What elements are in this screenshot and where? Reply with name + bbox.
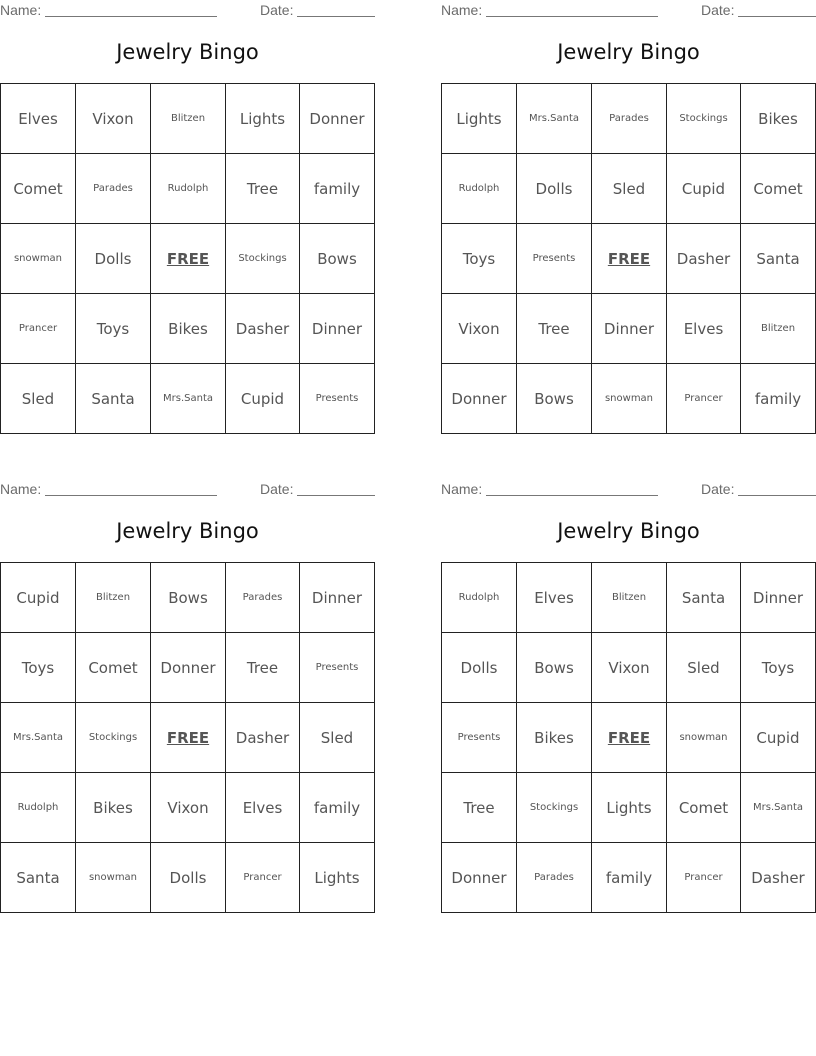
bingo-cell: Donner xyxy=(442,843,517,913)
bingo-cell: Sled xyxy=(300,703,375,773)
bingo-cell: Toys xyxy=(76,294,151,364)
bingo-cell: Santa xyxy=(667,563,741,633)
bingo-cell: Dolls xyxy=(442,633,517,703)
bingo-cell: Bikes xyxy=(517,703,592,773)
date-label: Date: xyxy=(260,481,294,497)
bingo-cell: Presents xyxy=(300,364,375,434)
bingo-cell: Dolls xyxy=(151,843,226,913)
bingo-cell: Lights xyxy=(442,84,517,154)
bingo-cell: Rudolph xyxy=(151,154,226,224)
bingo-grid xyxy=(0,83,375,434)
bingo-cell: Tree xyxy=(517,294,592,364)
bingo-cell: Blitzen xyxy=(592,563,667,633)
bingo-cell: Toys xyxy=(1,633,76,703)
date-blank-line xyxy=(738,495,816,496)
bingo-cell: Comet xyxy=(667,773,741,843)
bingo-cell: Donner xyxy=(151,633,226,703)
bingo-cell: Rudolph xyxy=(442,154,517,224)
bingo-cell: Dolls xyxy=(76,224,151,294)
card-header xyxy=(441,479,816,499)
bingo-cell: Dinner xyxy=(741,563,816,633)
name-label: Name: xyxy=(441,2,483,18)
name-label: Name: xyxy=(0,2,42,18)
bingo-cell: Mrs.Santa xyxy=(1,703,76,773)
name-label: Name: xyxy=(441,481,483,497)
bingo-cell: Toys xyxy=(741,633,816,703)
bingo-cell: Vixon xyxy=(592,633,667,703)
bingo-cell: Toys xyxy=(442,224,517,294)
bingo-cell: snowman xyxy=(592,364,667,434)
name-blank-line xyxy=(45,495,217,496)
bingo-cell: Parades xyxy=(226,563,300,633)
bingo-cell: Santa xyxy=(1,843,76,913)
bingo-cell: Parades xyxy=(76,154,151,224)
bingo-cell: Elves xyxy=(667,294,741,364)
name-blank-line xyxy=(486,495,658,496)
name-label: Name: xyxy=(0,481,42,497)
bingo-cell: Bikes xyxy=(151,294,226,364)
bingo-cell: Presents xyxy=(517,224,592,294)
card-title: Jewelry Bingo xyxy=(116,519,259,543)
bingo-cell: family xyxy=(741,364,816,434)
bingo-cell: Dinner xyxy=(592,294,667,364)
bingo-cell: Dolls xyxy=(517,154,592,224)
free-space-cell: FREE xyxy=(151,224,226,294)
bingo-cell: Lights xyxy=(592,773,667,843)
free-space-cell: FREE xyxy=(592,224,667,294)
bingo-cell: Bikes xyxy=(76,773,151,843)
bingo-cell: snowman xyxy=(667,703,741,773)
bingo-cell: Mrs.Santa xyxy=(741,773,816,843)
bingo-grid xyxy=(0,562,375,913)
bingo-cell: Lights xyxy=(300,843,375,913)
bingo-cell: Rudolph xyxy=(442,563,517,633)
bingo-cell: Dasher xyxy=(226,703,300,773)
bingo-cell: family xyxy=(300,773,375,843)
bingo-cell: Tree xyxy=(226,633,300,703)
bingo-cell: Presents xyxy=(300,633,375,703)
bingo-cell: Bows xyxy=(517,633,592,703)
bingo-cell: Stockings xyxy=(667,84,741,154)
bingo-cell: Blitzen xyxy=(76,563,151,633)
bingo-cell: Dasher xyxy=(667,224,741,294)
bingo-cell: Bows xyxy=(300,224,375,294)
card-header xyxy=(441,0,816,20)
bingo-cell: Comet xyxy=(76,633,151,703)
bingo-cell: Lights xyxy=(226,84,300,154)
date-blank-line xyxy=(297,16,375,17)
bingo-cell: Parades xyxy=(517,843,592,913)
bingo-cell: Prancer xyxy=(667,364,741,434)
bingo-cell: Cupid xyxy=(741,703,816,773)
bingo-grid xyxy=(441,562,816,913)
bingo-cell: Parades xyxy=(592,84,667,154)
bingo-cell: Mrs.Santa xyxy=(151,364,226,434)
bingo-cell: Dinner xyxy=(300,563,375,633)
bingo-cell: Sled xyxy=(667,633,741,703)
date-label: Date: xyxy=(260,2,294,18)
card-header xyxy=(0,0,375,20)
bingo-cell: Stockings xyxy=(226,224,300,294)
bingo-cell: Dasher xyxy=(741,843,816,913)
bingo-cell: Vixon xyxy=(76,84,151,154)
bingo-cell: Stockings xyxy=(76,703,151,773)
card-title: Jewelry Bingo xyxy=(557,519,700,543)
bingo-cell: Blitzen xyxy=(741,294,816,364)
bingo-cell: Sled xyxy=(592,154,667,224)
bingo-cell: Santa xyxy=(76,364,151,434)
date-blank-line xyxy=(738,16,816,17)
bingo-cell: family xyxy=(592,843,667,913)
bingo-cell: Cupid xyxy=(226,364,300,434)
bingo-cell: Vixon xyxy=(151,773,226,843)
free-space-cell: FREE xyxy=(592,703,667,773)
bingo-cell: Rudolph xyxy=(1,773,76,843)
name-blank-line xyxy=(486,16,658,17)
card-title: Jewelry Bingo xyxy=(116,40,259,64)
bingo-cell: Dasher xyxy=(226,294,300,364)
bingo-cell: Tree xyxy=(442,773,517,843)
bingo-cell: Elves xyxy=(226,773,300,843)
bingo-cell: family xyxy=(300,154,375,224)
bingo-cell: Dinner xyxy=(300,294,375,364)
bingo-cell: Prancer xyxy=(1,294,76,364)
bingo-cell: Comet xyxy=(741,154,816,224)
bingo-card-3 xyxy=(0,479,375,887)
bingo-card-2 xyxy=(441,0,816,408)
card-header xyxy=(0,479,375,499)
bingo-cell: Sled xyxy=(1,364,76,434)
bingo-cell: Presents xyxy=(442,703,517,773)
bingo-card-4 xyxy=(441,479,816,887)
bingo-cell: snowman xyxy=(76,843,151,913)
bingo-cell: Comet xyxy=(1,154,76,224)
bingo-cell: Cupid xyxy=(1,563,76,633)
bingo-grid xyxy=(441,83,816,434)
bingo-cell: snowman xyxy=(1,224,76,294)
name-blank-line xyxy=(45,16,217,17)
bingo-cell: Elves xyxy=(517,563,592,633)
bingo-cell: Cupid xyxy=(667,154,741,224)
bingo-cell: Bows xyxy=(517,364,592,434)
bingo-cell: Donner xyxy=(300,84,375,154)
bingo-cell: Bikes xyxy=(741,84,816,154)
bingo-cell: Stockings xyxy=(517,773,592,843)
bingo-cell: Prancer xyxy=(667,843,741,913)
card-title: Jewelry Bingo xyxy=(557,40,700,64)
bingo-cell: Bows xyxy=(151,563,226,633)
bingo-cell: Vixon xyxy=(442,294,517,364)
bingo-cell: Prancer xyxy=(226,843,300,913)
bingo-cell: Donner xyxy=(442,364,517,434)
bingo-cell: Blitzen xyxy=(151,84,226,154)
free-space-cell: FREE xyxy=(151,703,226,773)
bingo-cell: Tree xyxy=(226,154,300,224)
date-label: Date: xyxy=(701,481,735,497)
bingo-cell: Elves xyxy=(1,84,76,154)
bingo-card-1 xyxy=(0,0,375,408)
date-label: Date: xyxy=(701,2,735,18)
date-blank-line xyxy=(297,495,375,496)
bingo-cell: Santa xyxy=(741,224,816,294)
bingo-cell: Mrs.Santa xyxy=(517,84,592,154)
